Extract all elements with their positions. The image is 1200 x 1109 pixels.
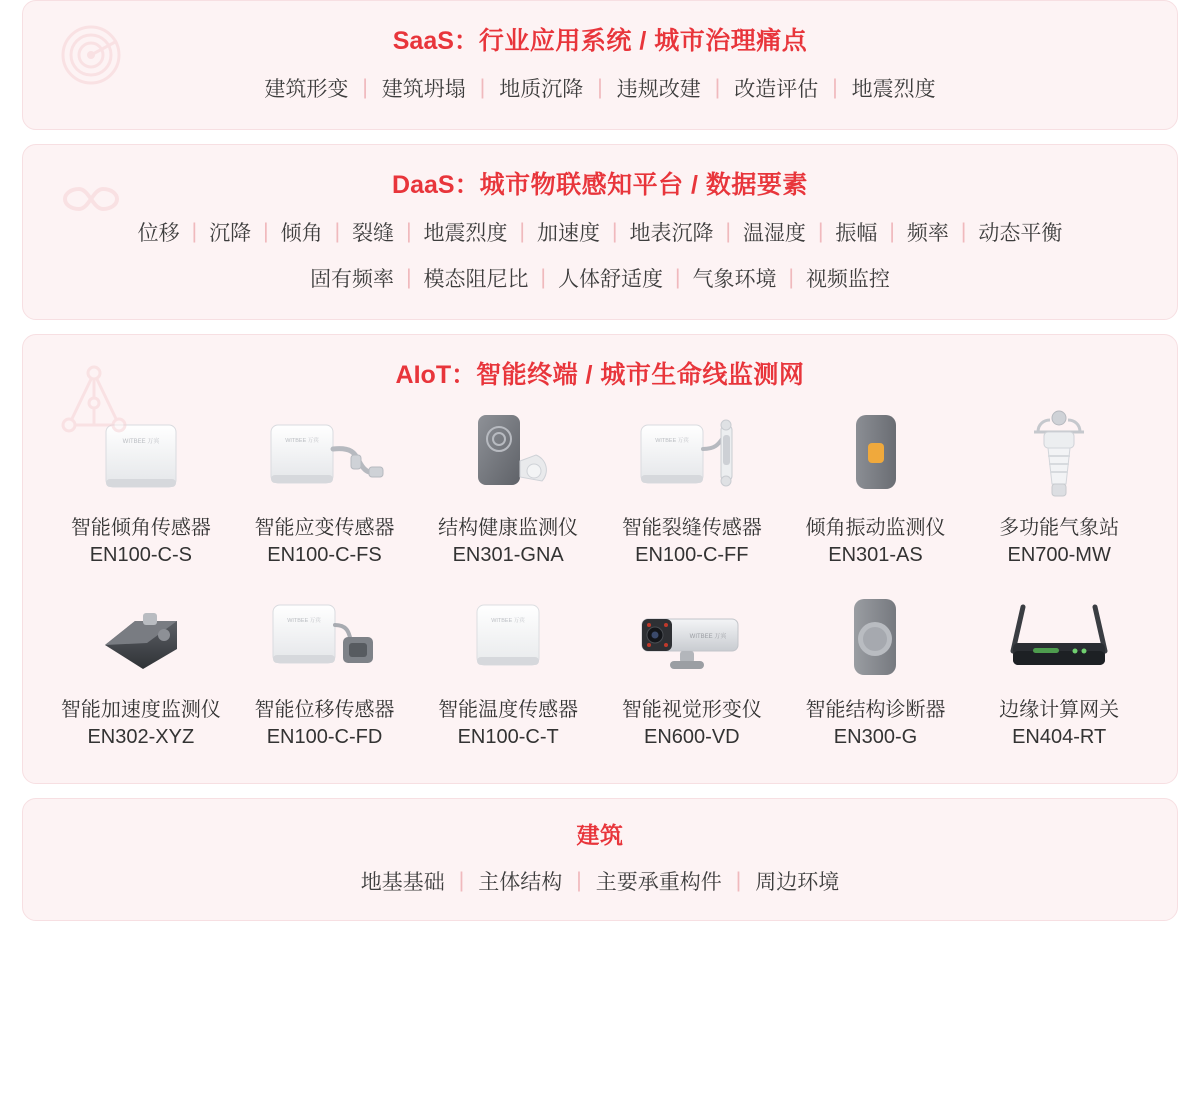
device-card[interactable] [600,401,784,579]
separator: | [612,220,618,243]
aiot-title-en: AIoT： [395,361,477,389]
separator: | [458,869,465,892]
list-item: 频率 [906,222,949,245]
device-card[interactable] [967,401,1151,579]
infinity-icon [59,167,123,231]
saas-title-cn: 行业应用系统 / 城市治理痛点 [478,27,808,55]
separator: | [832,76,838,99]
device-model: EN404-RT [1012,726,1107,748]
separator: | [714,76,721,99]
device-model: EN100-C-FF [635,544,749,566]
device-name: 多功能气象站 [999,517,1120,539]
device-card[interactable] [784,583,968,761]
device-card[interactable] [600,583,784,761]
aiot-title [23,335,1177,397]
svg-text:WITBEE 万宾: WITBEE 万宾 [287,618,322,624]
device-model: EN100-C-FD [266,726,383,748]
svg-text:WITBEE 万宾: WITBEE 万宾 [655,438,689,444]
device-name: 智能结构诊断器 [805,699,946,721]
panel-with-arm-sensor-icon [249,407,399,503]
device-card[interactable] [233,583,417,761]
saas-title-en: SaaS： [392,27,479,55]
list-item: 地质沉降 [499,78,584,101]
device-card[interactable] [416,401,600,579]
device-name: 结构健康监测仪 [438,517,579,539]
aiot-card [22,334,1178,784]
list-item: 振幅 [835,222,878,245]
separator: | [889,220,895,243]
list-item: 地基基础 [360,871,445,894]
device-card[interactable] [49,583,233,761]
device-model: EN100-C-FS [267,544,382,566]
vibration-monitor-icon [800,407,950,503]
svg-text:WITBEE 万宾: WITBEE 万宾 [285,438,320,444]
device-model: EN302-XYZ [87,726,195,748]
device-model: EN301-GNA [452,544,564,566]
list-item: 气象环境 [692,268,777,291]
list-item: 固有频率 [310,268,395,291]
separator: | [191,220,198,243]
svg-text:WITBEE 万宾: WITBEE 万宾 [122,439,160,445]
aiot-title-cn: 智能终端 / 城市生命线监测网 [476,361,805,389]
list-item: 加速度 [537,222,600,245]
device-name: 智能加速度监测仪 [60,699,221,721]
list-item: 人体舒适度 [558,268,663,291]
separator: | [597,76,603,99]
separator: | [735,869,742,892]
device-grid [23,397,1177,783]
svg-text:WITBEE 万宾: WITBEE 万宾 [689,634,727,640]
device-model: EN100-C-S [89,544,192,566]
separator: | [817,220,824,243]
list-item: 倾角 [280,222,323,245]
device-card[interactable] [233,401,417,579]
separator: | [263,220,269,243]
separator: | [406,266,412,289]
device-model: EN700-MW [1007,544,1111,566]
structural-diagnostic-icon [800,589,950,685]
device-name: 智能倾角传感器 [70,517,211,539]
gnss-monitor-icon [433,407,583,503]
list-item: 地表沉降 [629,222,714,245]
daas-item-list-row2 [23,253,1177,319]
list-item: 模态阻尼比 [423,268,529,291]
device-name: 智能裂缝传感器 [621,517,762,539]
displacement-sensor-icon [249,589,399,685]
list-item: 建筑形变 [264,78,349,101]
device-name: 倾角振动监测仪 [805,517,946,539]
temperature-sensor-icon [433,589,583,685]
saas-card [22,0,1178,130]
camera-icon [617,589,767,685]
list-item: 主要承重构件 [595,871,722,894]
device-name: 智能位移传感器 [254,699,395,721]
list-item: 位移 [137,222,180,245]
daas-title-cn: 城市物联感知平台 / 数据要素 [479,171,808,199]
device-name: 智能视觉形变仪 [621,699,762,721]
device-card[interactable] [967,583,1151,761]
building-item-list [23,856,1177,920]
device-card[interactable] [784,401,968,579]
saas-item-list [23,63,1177,129]
device-model: EN100-C-T [457,726,559,748]
list-item: 地震烈度 [423,222,508,245]
list-item: 改造评估 [734,78,819,101]
target-rings-icon [59,23,123,87]
list-item: 视频监控 [805,268,890,291]
building-card [22,798,1178,921]
separator: | [540,266,546,289]
gateway-router-icon [984,589,1134,685]
building-title: 建筑 [576,822,624,848]
separator: | [519,220,525,243]
separator: | [334,220,341,243]
weather-station-icon [984,407,1134,503]
separator: | [362,76,368,99]
device-model: EN300-G [833,726,918,748]
daas-card [22,144,1178,320]
daas-title-en: DaaS： [392,171,480,199]
device-name: 智能应变传感器 [254,517,395,539]
daas-title [23,145,1177,207]
device-model: EN600-VD [644,726,740,748]
saas-title [23,1,1177,63]
device-model: EN301-AS [828,544,923,566]
accelerometer-icon [66,589,216,685]
separator: | [576,869,582,892]
separator: | [675,266,681,289]
crack-meter-icon [617,407,767,503]
list-item: 沉降 [209,222,252,245]
separator: | [479,76,486,99]
list-item: 违规改建 [616,78,701,101]
list-item: 地震烈度 [851,78,936,101]
separator: | [406,220,412,243]
list-item: 温湿度 [742,222,806,245]
list-item: 裂缝 [352,222,395,245]
list-item: 主体结构 [478,871,563,894]
list-item: 周边环境 [755,871,840,894]
device-name: 边缘计算网关 [999,699,1120,721]
separator: | [960,220,967,243]
daas-item-list-row1 [23,207,1177,253]
network-nodes-icon [59,363,123,427]
separator: | [788,266,794,289]
list-item: 动态平衡 [978,222,1063,245]
list-item: 建筑坍塌 [381,78,466,101]
device-name: 智能温度传感器 [438,699,579,721]
svg-text:WITBEE 万宾: WITBEE 万宾 [491,618,525,624]
device-card[interactable] [416,583,600,761]
separator: | [725,220,731,243]
